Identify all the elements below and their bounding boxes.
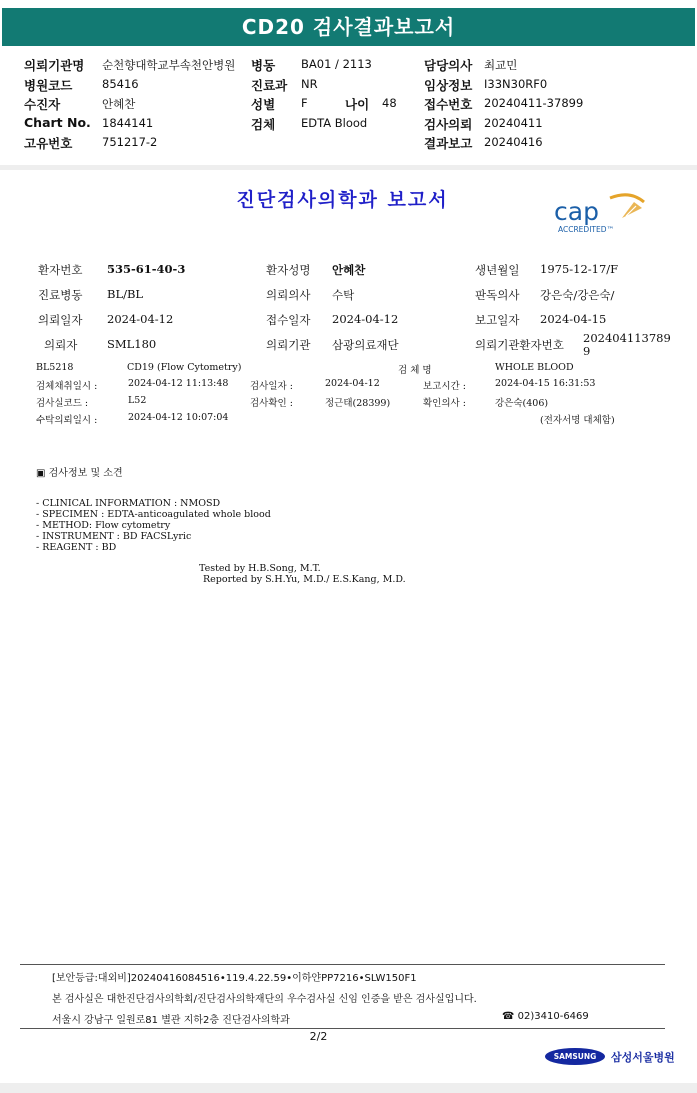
field-label: 의뢰기관환자번호 xyxy=(475,338,564,352)
cap-logo-subtext: ACCREDITED™ xyxy=(558,225,615,234)
address-line: 서울시 강남구 일원로81 별관 지하2층 진단검사의학과 xyxy=(52,1015,290,1026)
tested-by: Tested by H.B.Song, M.T. xyxy=(199,563,321,574)
field-label: 환자번호 xyxy=(38,263,83,277)
header-label: Chart No. xyxy=(24,115,91,130)
testdate-value: 2024-04-12 xyxy=(325,378,380,389)
header-value: 85416 xyxy=(102,77,139,91)
header-value: 최교민 xyxy=(484,58,518,72)
header-label: 수진자 xyxy=(24,97,61,112)
test-code: BL5218 xyxy=(36,362,74,373)
header-value: I33N30RF0 xyxy=(484,77,548,91)
field-label: 접수일자 xyxy=(266,313,311,327)
doctor-value: 강은숙(406) xyxy=(495,398,549,409)
header-label: 임상정보 xyxy=(424,78,473,93)
field-value: 2024-04-15 xyxy=(540,312,607,326)
info-line: - REAGENT : BD xyxy=(36,542,117,553)
specimen-label: 검 체 명 xyxy=(398,365,432,376)
field-label: 의뢰기관 xyxy=(266,338,311,352)
field-value: BL/BL xyxy=(107,287,144,301)
header-value: BA01 / 2113 xyxy=(301,57,372,71)
header-label: 의뢰기관명 xyxy=(24,58,85,73)
header-value: 20240416 xyxy=(484,135,543,149)
page-number: 2/2 xyxy=(309,1030,328,1043)
age-label: 나이 xyxy=(345,97,370,112)
field-value: SML180 xyxy=(107,337,157,351)
collect-label: 검체채취일시 : xyxy=(36,381,98,392)
header-value: EDTA Blood xyxy=(301,116,368,130)
reported-by: Reported by S.H.Yu, M.D./ E.S.Kang, M.D. xyxy=(203,574,406,585)
received-value: 2024-04-12 10:07:04 xyxy=(128,412,229,423)
samsung-logo: SAMSUNG xyxy=(545,1048,605,1065)
info-line: - CLINICAL INFORMATION : NMOSD xyxy=(36,498,221,509)
header-value: 20240411 xyxy=(484,116,543,130)
header-label: 고유번호 xyxy=(24,136,73,151)
field-label: 판독의사 xyxy=(475,288,520,302)
header-label: 병동 xyxy=(251,58,276,73)
test-name: CD19 (Flow Cytometry) xyxy=(127,362,242,373)
field-label: 의뢰일자 xyxy=(38,313,83,327)
info-line: - METHOD: Flow cytometry xyxy=(36,520,171,531)
header-label: 병원코드 xyxy=(24,78,73,93)
report-header xyxy=(0,0,697,165)
reporttime-value: 2024-04-15 16:31:53 xyxy=(495,378,596,389)
field-value: 수탁 xyxy=(332,288,355,302)
field-label: 의뢰의사 xyxy=(266,288,311,302)
field-value: 강은숙/강은숙/ xyxy=(540,288,615,302)
header-label: 담당의사 xyxy=(424,58,473,73)
field-label: 보고일자 xyxy=(475,313,520,327)
hospital-name: 삼성서울병원 xyxy=(611,1051,675,1064)
header-label: 검사의뢰 xyxy=(424,117,473,132)
collect-value: 2024-04-12 11:13:48 xyxy=(128,378,229,389)
section-heading: ▣ 검사정보 및 소견 xyxy=(36,468,123,479)
birth-date: 1975-12-17/F xyxy=(540,262,619,276)
esign-note: (전자서명 대체함) xyxy=(540,415,615,426)
certification-line: 본 검사실은 대한진단검사의학회/진단검사의학재단의 우수검사실 신임 인증을 받은 검사실입니다. xyxy=(52,994,477,1005)
field-value: 202404113789 xyxy=(583,331,671,345)
field-label: 생년월일 xyxy=(475,263,520,277)
field-value: 2024-04-12 xyxy=(107,312,174,326)
header-label: 접수번호 xyxy=(424,97,473,112)
header-value: 순천향대학교부속천안병원 xyxy=(102,58,236,72)
header-label: 검체 xyxy=(251,117,276,132)
confirm-label: 검사확인 : xyxy=(250,398,293,409)
header-value: 안혜찬 xyxy=(102,97,136,111)
report-sheet xyxy=(0,170,697,1083)
info-line: - SPECIMEN : EDTA-anticoagulated whole blood xyxy=(36,509,271,520)
lab-label: 검사실코드 : xyxy=(36,398,89,409)
report-title: 진단검사의학과 보고서 xyxy=(236,189,449,211)
page-title: CD20 검사결과보고서 xyxy=(2,8,695,46)
field-label: 환자성명 xyxy=(266,263,311,277)
security-line: [보안등급:대외비]20240416084516•119.4.22.59•이하얀PP7216•SLW150F1 xyxy=(52,973,417,984)
header-value: 751217-2 xyxy=(102,135,158,149)
field-label: 진료병동 xyxy=(38,288,83,302)
age-value: 48 xyxy=(382,96,397,110)
confirm-value: 정근태(28399) xyxy=(325,398,391,409)
header-label: 결과보고 xyxy=(424,136,473,151)
footer-box xyxy=(20,964,665,1029)
header-label: 진료과 xyxy=(251,78,288,93)
specimen-value: WHOLE BLOOD xyxy=(495,362,574,373)
info-line: - INSTRUMENT : BD FACSLyric xyxy=(36,531,192,542)
cap-accredited-logo xyxy=(552,192,650,238)
field-value: 2024-04-12 xyxy=(332,312,399,326)
field-label: 의뢰자 xyxy=(44,338,78,352)
received-label: 수탁의뢰일시 : xyxy=(36,415,98,426)
cap-logo-text: cap xyxy=(554,197,599,226)
field-value: 삼광의료재단 xyxy=(332,338,399,352)
patient-name: 안혜찬 xyxy=(332,263,366,277)
field-value-wrap: 9 xyxy=(583,344,591,358)
lab-value: L52 xyxy=(128,395,147,406)
testdate-label: 검사일자 : xyxy=(250,381,293,392)
header-value: F xyxy=(301,96,308,110)
phone-line: ☎ 02)3410-6469 xyxy=(502,1011,589,1022)
header-value: NR xyxy=(301,77,318,91)
reporttime-label: 보고시간 : xyxy=(423,381,466,392)
header-label: 성별 xyxy=(251,97,276,112)
header-value: 1844141 xyxy=(102,116,154,130)
patient-number: 535-61-40-3 xyxy=(107,262,186,276)
header-value: 20240411-37899 xyxy=(484,96,584,110)
doctor-label: 확인의사 : xyxy=(423,398,466,409)
